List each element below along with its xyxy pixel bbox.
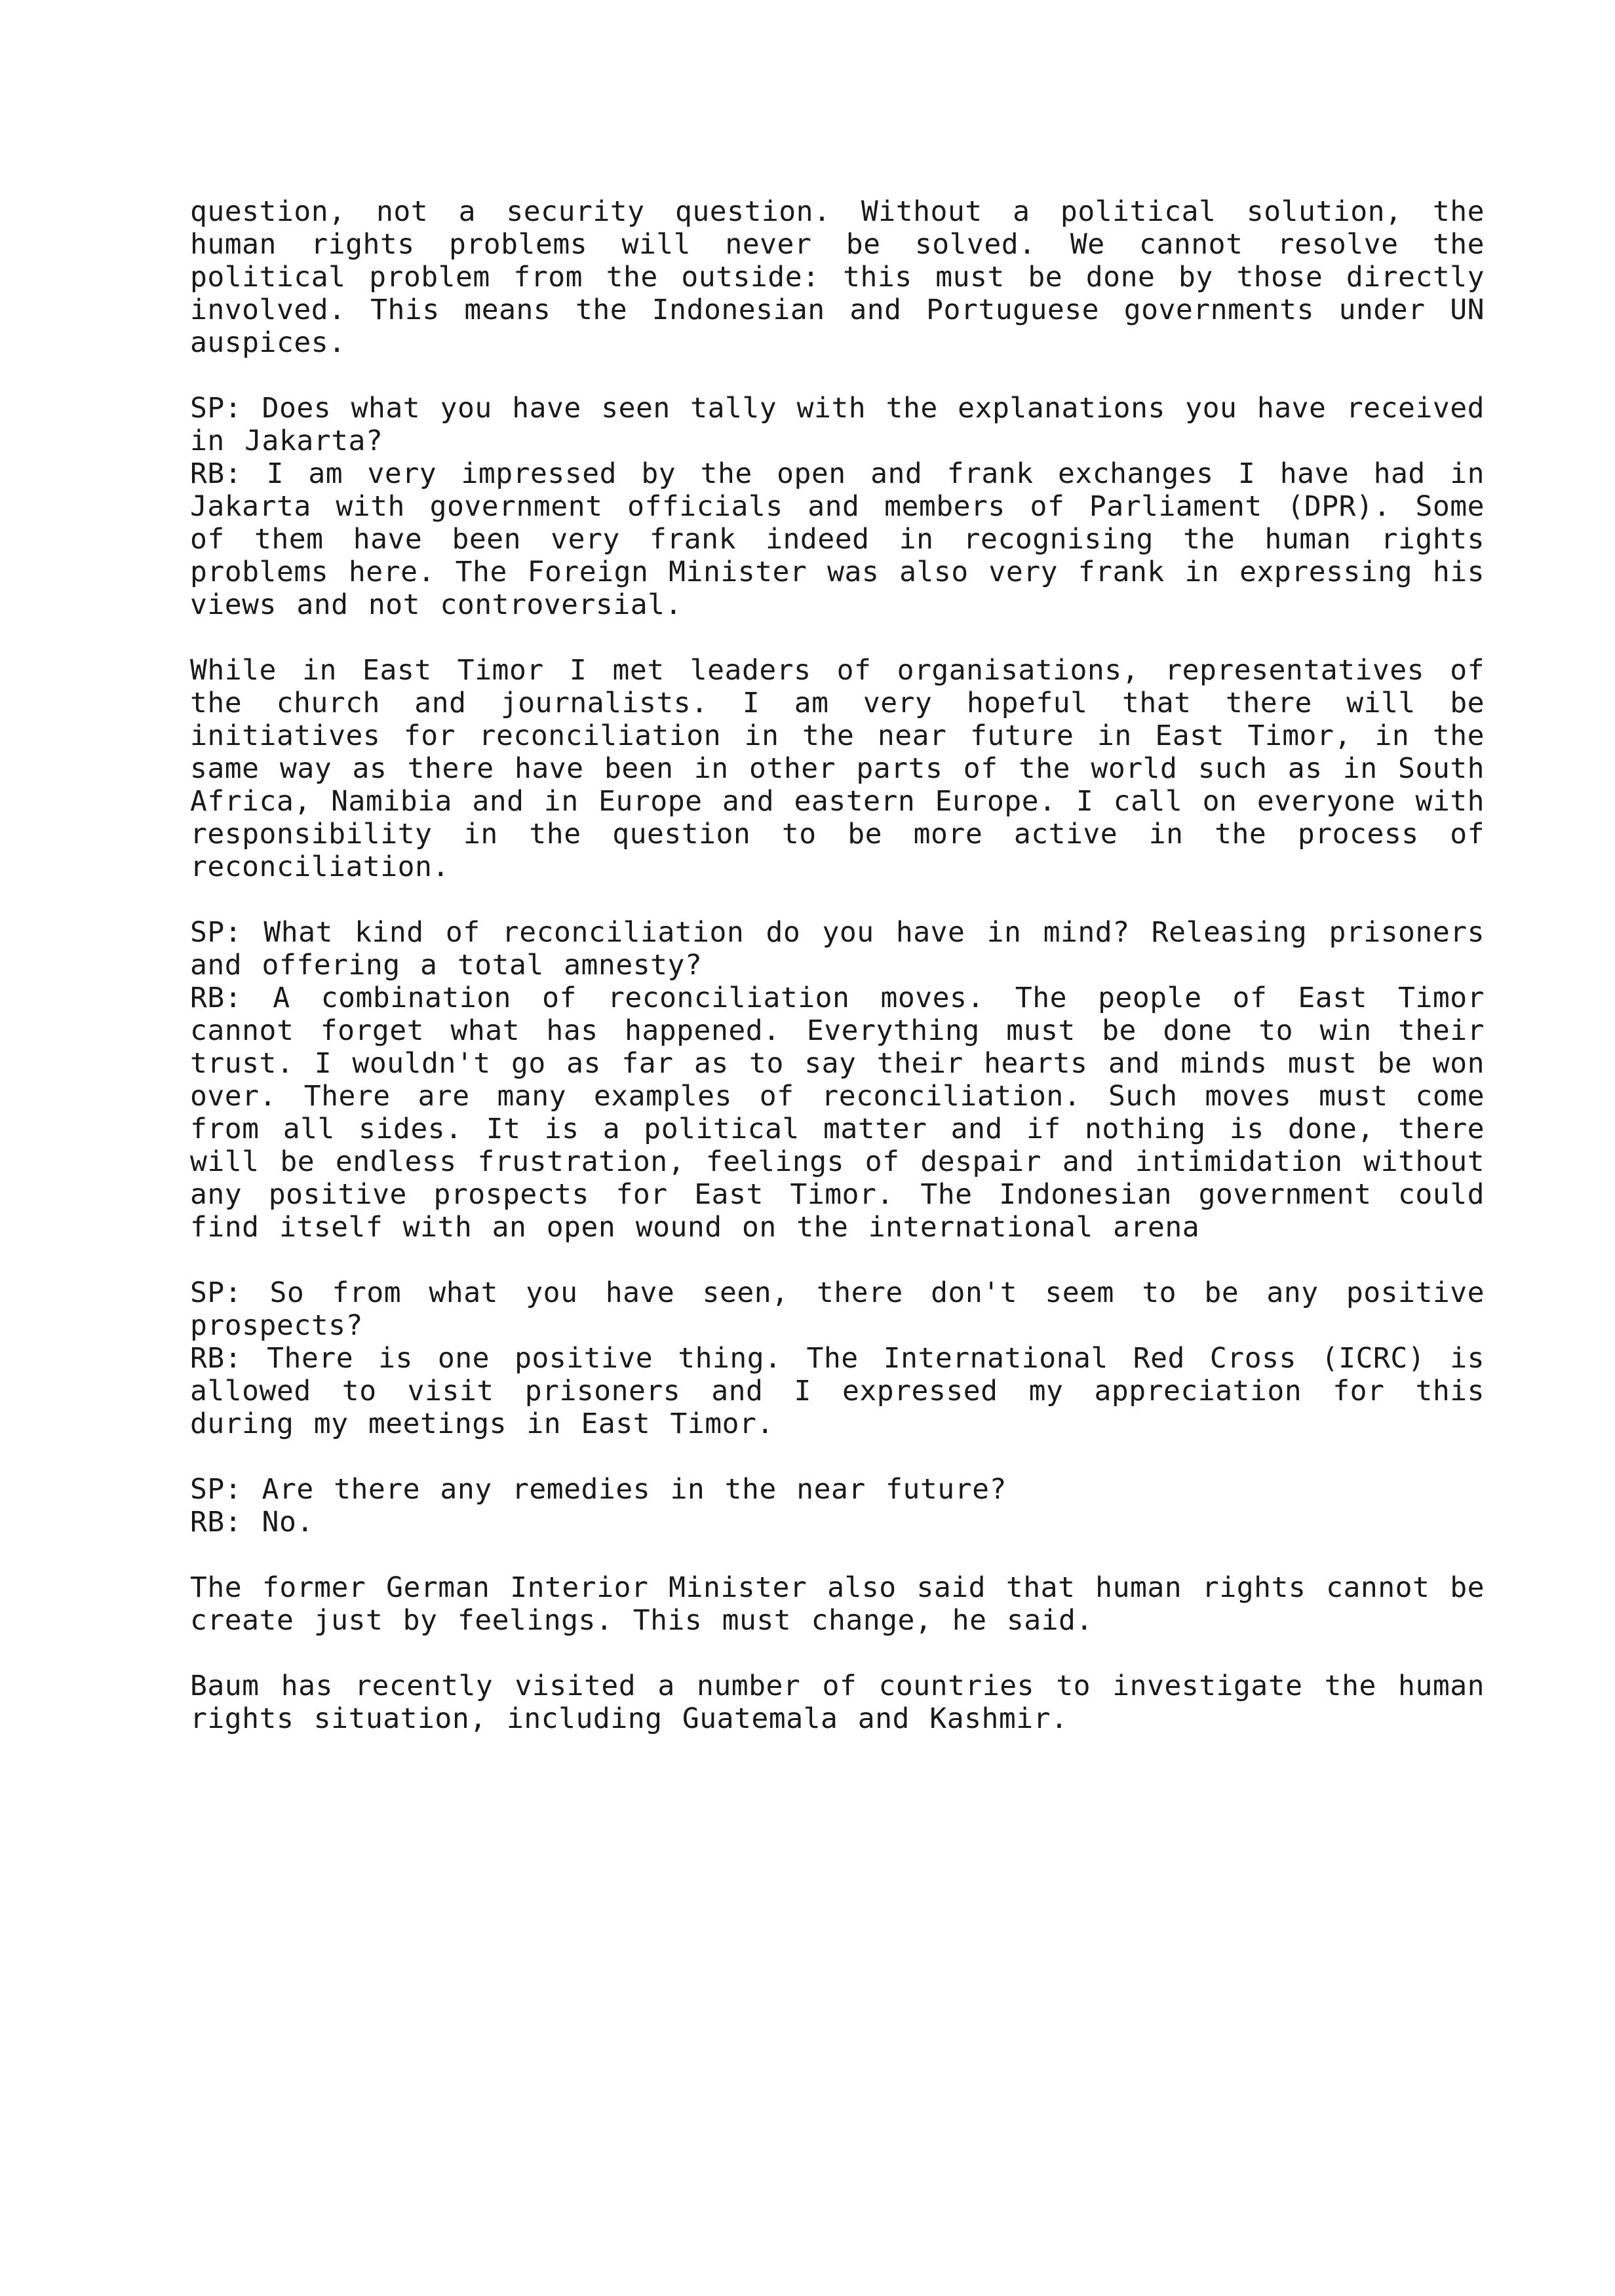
question-remedies: SP: Are there any remedies in the near future? [190, 1473, 1007, 1506]
exchange-remedies [190, 1473, 1485, 1539]
question-reconciliation: SP: What kind of reconciliation do you have in mind? Releasing prisoners and offering a total amnesty? [190, 916, 1485, 982]
answer-reconciliation: RB: A combination of reconciliation moves. The people of East Timor cannot forget what has happened. Everything must be done to win their trust. I wouldn't go as far as to say their hearts and minds must be won over. There are many examples of reconciliation. Such moves must come from all sides. It is a political matter and if nothing is done, there will be endless frustration, feelings of despair and intimidation without any positive prospects for East Timor. The Indonesian government could find itself with an open wound on the international arena [190, 982, 1485, 1244]
exchange-reconciliation [190, 916, 1485, 1244]
document-body [190, 195, 1485, 1768]
exchange-prospects [190, 1276, 1485, 1440]
paragraph-intro: question, not a security question. Without a political solution, the human rights problems will never be solved. We cannot resolve the political problem from the outside: this must be done by those directly involved. This means the Indonesian and Portuguese governments under UN auspices. [190, 195, 1485, 359]
paragraph-interior-minister: The former German Interior Minister also said that human rights cannot be create just by feelings. This must change, he said. [190, 1571, 1485, 1637]
answer-prospects: RB: There is one positive thing. The International Red Cross (ICRC) is allowed to visit prisoners and I expressed my appreciation for this during my meetings in East Timor. [190, 1342, 1485, 1440]
exchange-jakarta [190, 392, 1485, 621]
paragraph-baum-visits: Baum has recently visited a number of countries to investigate the human rights situation, including Guatemala and Kashmir. [190, 1670, 1485, 1735]
answer-remedies: RB: No. [190, 1506, 314, 1539]
paragraph-east-timor-visit: While in East Timor I met leaders of organisations, representatives of the church and journalists. I am very hopeful that there will be initiatives for reconciliation in the near future in East Timor, in the same way as there have been in other parts of the world such as in South Africa, Namibia and in Europe and eastern Europe. I call on everyone with responsibility in the question to be more active in the process of reconciliation. [190, 654, 1485, 883]
question-prospects: SP: So from what you have seen, there don't seem to be any positive prospects? [190, 1276, 1485, 1342]
question-jakarta: SP: Does what you have seen tally with the explanations you have received in Jakarta? [190, 392, 1485, 457]
answer-jakarta: RB: I am very impressed by the open and frank exchanges I have had in Jakarta with government officials and members of Parliament (DPR). Some of them have been very frank indeed in recognising the human rights problems here. The Foreign Minister was also very frank in expressing his views and not controversial. [190, 457, 1485, 621]
